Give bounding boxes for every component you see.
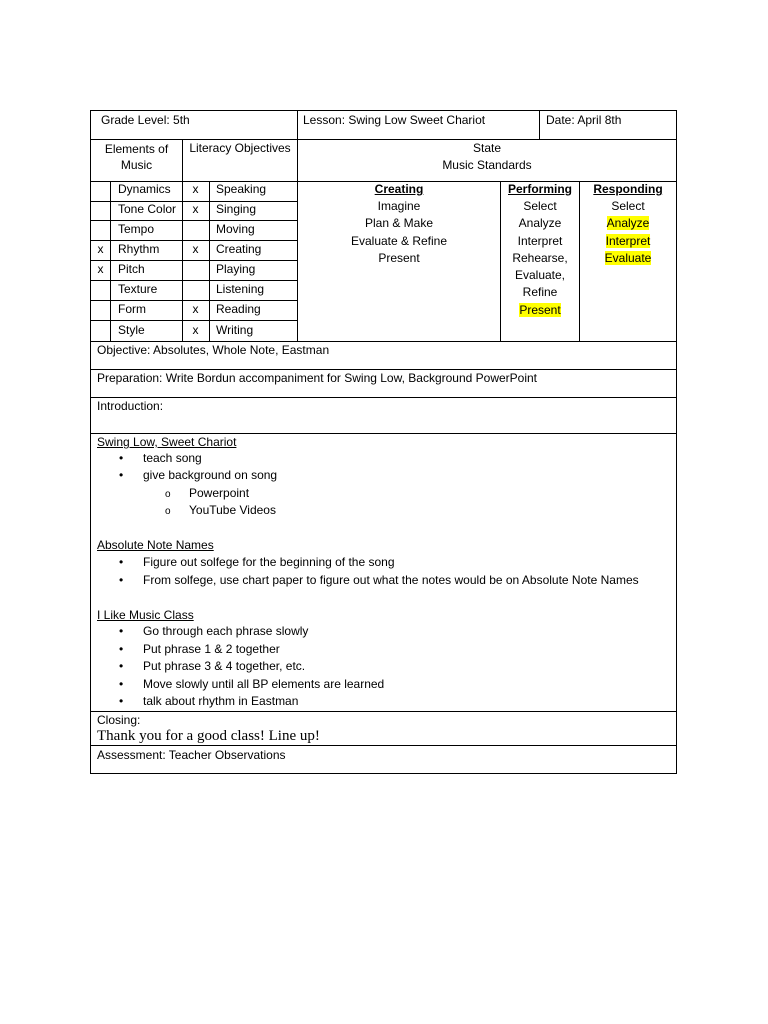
- creating-item: Imagine: [377, 199, 421, 213]
- literacy-mark: x: [192, 182, 199, 196]
- literacy-name: Speaking: [216, 182, 267, 196]
- bullet-text: From solfege, use chart paper to figure out what the notes would be on Absolute Note Names: [143, 573, 639, 587]
- responding-highlighted-item: Analyze: [606, 216, 650, 230]
- literacy-name: Listening: [216, 282, 265, 296]
- col-divider: [110, 181, 111, 341]
- bullet-item: [97, 676, 384, 694]
- element-name: Pitch: [118, 262, 145, 276]
- bullet-item: [97, 623, 308, 641]
- bullet-icon: •: [119, 659, 124, 673]
- performing-item: Rehearse,: [512, 251, 568, 265]
- introduction-label: Introduction:: [97, 399, 164, 413]
- row-divider: [91, 341, 676, 342]
- bullet-item: [97, 450, 202, 468]
- creating-heading: Creating: [374, 182, 424, 196]
- bullet-icon: •: [119, 642, 124, 656]
- section-title: Absolute Note Names: [97, 538, 214, 552]
- literacy-mark: x: [192, 242, 199, 256]
- element-name: Tempo: [118, 222, 155, 236]
- literacy-name: Creating: [216, 242, 262, 256]
- lesson-date: Date: April 8th: [546, 113, 622, 127]
- closing-label: Closing:: [97, 713, 141, 727]
- grade-level: Grade Level: 5th: [101, 113, 190, 127]
- row-divider: [91, 369, 676, 370]
- literacy-mark: x: [192, 302, 199, 316]
- bullet-icon: •: [119, 451, 124, 465]
- bullet-item: [97, 554, 395, 572]
- row-divider: [91, 433, 676, 434]
- literacy-name: Moving: [216, 222, 255, 236]
- bullet-icon: •: [119, 555, 124, 569]
- elements-of-music-heading: Elements of Music: [104, 142, 169, 172]
- row-divider: [91, 320, 297, 321]
- creating-item: Present: [378, 251, 420, 265]
- bullet-text: teach song: [143, 451, 202, 465]
- responding-highlighted-item: Interpret: [605, 234, 651, 248]
- performing-item: Analyze: [518, 216, 562, 230]
- performing-item: Select: [523, 199, 557, 213]
- section-title: I Like Music Class: [97, 608, 194, 622]
- performing-item: Evaluate,: [514, 268, 566, 282]
- bullet-item: [97, 658, 305, 676]
- bullet-text: Put phrase 1 & 2 together: [143, 642, 280, 656]
- lesson-plan-table: [90, 110, 677, 774]
- performing-item: Refine: [522, 285, 558, 299]
- literacy-name: Singing: [216, 202, 257, 216]
- section-title: Swing Low, Sweet Chariot: [97, 435, 237, 449]
- bullet-item: [97, 693, 298, 711]
- sub-bullet-text: YouTube Videos: [189, 503, 276, 517]
- performing-highlight-wrap: [501, 303, 579, 318]
- performing-item: Interpret: [517, 234, 563, 248]
- bullet-icon: •: [119, 573, 124, 587]
- bullet-item: [97, 572, 639, 590]
- sub-bullet-icon: o: [165, 489, 171, 500]
- bullet-item: [97, 641, 280, 659]
- literacy-objectives-heading: Literacy Objectives: [189, 141, 291, 155]
- element-name: Rhythm: [118, 242, 160, 256]
- responding-item: Select: [611, 199, 645, 213]
- bullet-text: Go through each phrase slowly: [143, 624, 309, 638]
- bullet-icon: •: [119, 677, 124, 691]
- state-standards-heading-2: Music Standards: [442, 158, 532, 172]
- sub-bullet-icon: o: [165, 506, 171, 517]
- literacy-name: Reading: [216, 302, 261, 316]
- creating-item: Plan & Make: [364, 216, 434, 230]
- bullet-icon: •: [119, 624, 124, 638]
- element-mark: x: [97, 262, 104, 276]
- bullet-text: Put phrase 3 & 4 together, etc.: [143, 659, 306, 673]
- sub-bullet-item: [165, 502, 276, 521]
- element-name: Texture: [118, 282, 158, 296]
- creating-item: Evaluate & Refine: [350, 234, 448, 248]
- responding-highlight-wrap: [580, 216, 676, 231]
- bullet-text: give background on song: [143, 468, 278, 482]
- row-divider: [91, 300, 297, 301]
- element-name: Form: [118, 302, 146, 316]
- responding-heading: Responding: [593, 182, 663, 196]
- element-mark: x: [97, 242, 104, 256]
- col-divider: [209, 181, 210, 341]
- row-divider: [91, 220, 297, 221]
- sub-bullet-text: Powerpoint: [189, 486, 250, 500]
- row-divider: [91, 397, 676, 398]
- lesson-title: Lesson: Swing Low Sweet Chariot: [303, 113, 486, 127]
- responding-highlight-wrap: [580, 234, 676, 249]
- col-divider: [539, 111, 540, 139]
- state-standards-heading-1: State: [472, 141, 502, 155]
- row-divider: [91, 260, 297, 261]
- preparation-text: Preparation: Write Bordun accompaniment for Swing Low, Background PowerPoint: [97, 371, 538, 385]
- closing-text: Thank you for a good class! Line up!: [97, 728, 320, 744]
- row-divider: [91, 280, 297, 281]
- element-name: Tone Color: [118, 202, 177, 216]
- sub-bullet-item: [165, 485, 249, 504]
- literacy-mark: x: [192, 323, 199, 337]
- performing-highlighted-item: Present: [519, 303, 561, 317]
- responding-highlighted-item: Evaluate: [604, 251, 652, 265]
- assessment-text: Assessment: Teacher Observations: [97, 748, 286, 762]
- literacy-name: Playing: [216, 262, 256, 276]
- bullet-text: Move slowly until all BP elements are learned: [143, 677, 385, 691]
- row-divider: [91, 711, 676, 712]
- bullet-item: [97, 467, 277, 485]
- objective-text: Objective: Absolutes, Whole Note, Eastman: [97, 343, 330, 357]
- bullet-text: talk about rhythm in Eastman: [143, 694, 299, 708]
- bullet-text: Figure out solfege for the beginning of the song: [143, 555, 395, 569]
- row-divider: [91, 745, 676, 746]
- responding-highlight-wrap: [580, 251, 676, 266]
- bullet-icon: •: [119, 468, 124, 482]
- bullet-icon: •: [119, 694, 124, 708]
- row-divider: [91, 240, 297, 241]
- element-name: Style: [118, 323, 145, 337]
- row-divider: [91, 139, 676, 140]
- element-name: Dynamics: [118, 182, 171, 196]
- performing-heading: Performing: [507, 182, 572, 196]
- literacy-name: Writing: [216, 323, 254, 337]
- literacy-mark: x: [192, 202, 199, 216]
